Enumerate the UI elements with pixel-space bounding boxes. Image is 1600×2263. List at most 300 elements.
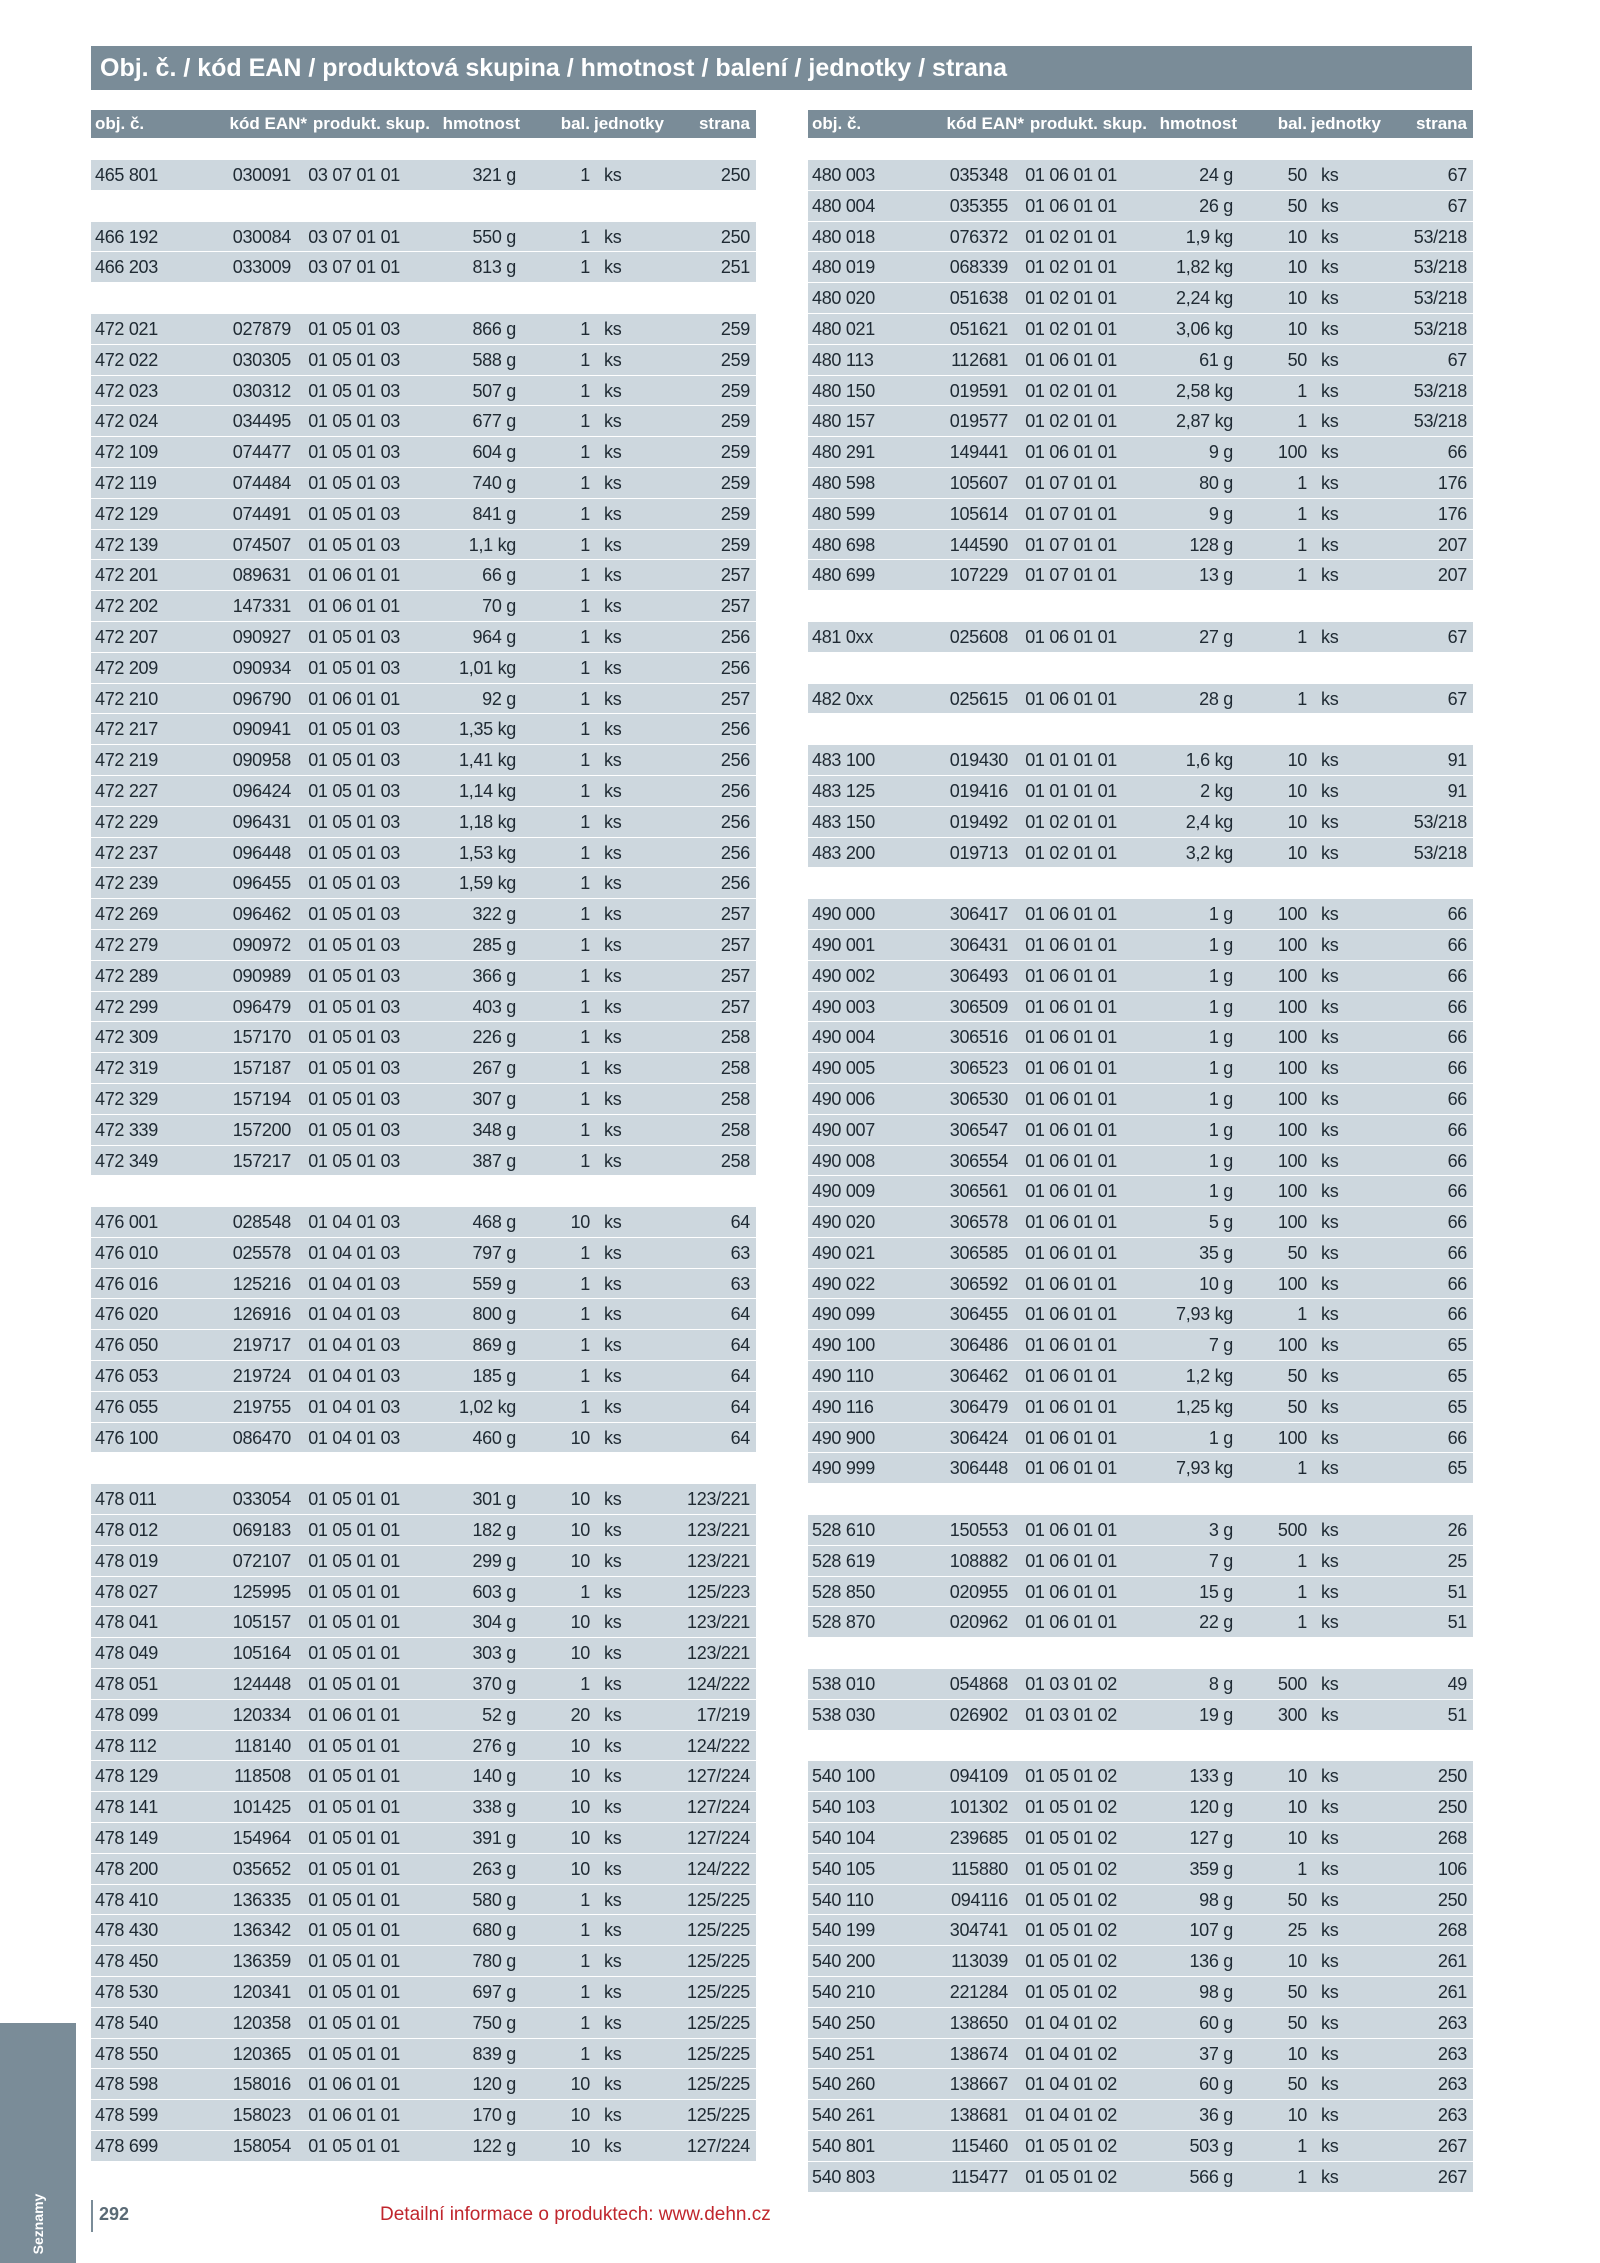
cell-obj: 478 041	[95, 1612, 158, 1633]
header-obj: obj. č.	[812, 114, 862, 133]
cell-obj: 540 260	[812, 2074, 875, 2095]
cell-unit: ks	[1321, 226, 1339, 247]
cell-pack: 1	[580, 1396, 590, 1417]
cell-pack: 10	[570, 1612, 590, 1633]
cell-group: 01 06 01 01	[1025, 1150, 1117, 1171]
table-row	[808, 1053, 1473, 1084]
page-title: Obj. č. / kód EAN / produktová skupina / hmotnost / balení / jednotky / strana	[91, 46, 1472, 90]
cell-page: 207	[1437, 565, 1467, 586]
cell-weight: 1,6 kg	[1185, 750, 1233, 771]
table-row	[808, 1669, 1473, 1700]
cell-page: 258	[720, 1058, 750, 1079]
cell-unit: ks	[604, 811, 622, 832]
cell-ean: 074491	[232, 503, 291, 524]
cell-group: 01 05 01 03	[308, 1058, 400, 1079]
cell-weight: 1,01 kg	[459, 657, 516, 678]
cell-pack: 100	[1277, 965, 1307, 986]
cell-ean: 090958	[232, 750, 291, 771]
cell-pack: 1	[580, 318, 590, 339]
cell-weight: 7 g	[1208, 1335, 1233, 1356]
cell-page: 263	[1437, 2043, 1467, 2064]
cell-pack: 10	[1287, 842, 1307, 863]
cell-page: 66	[1447, 965, 1467, 986]
cell-obj: 472 201	[95, 565, 158, 586]
table-row	[808, 2131, 1473, 2162]
cell-pack: 50	[1287, 195, 1307, 216]
cell-ean: 101425	[232, 1797, 291, 1818]
cell-group: 01 05 01 03	[308, 318, 400, 339]
cell-obj: 476 055	[95, 1396, 158, 1417]
cell-pack: 10	[1287, 750, 1307, 771]
cell-page: 67	[1447, 165, 1467, 185]
table-row	[91, 222, 756, 253]
cell-weight: 841 g	[472, 503, 516, 524]
cell-obj: 480 699	[812, 565, 875, 586]
table-row	[808, 1330, 1473, 1361]
cell-page: 64	[730, 1212, 750, 1233]
cell-ean: 019713	[949, 842, 1008, 863]
cell-group: 01 04 01 03	[308, 1242, 400, 1263]
cell-unit: ks	[1321, 2074, 1339, 2095]
cell-weight: 3,2 kg	[1185, 842, 1233, 863]
cell-unit: ks	[604, 1520, 622, 1541]
cell-obj: 540 803	[812, 2166, 875, 2187]
cell-ean: 138681	[949, 2105, 1008, 2126]
table-row	[91, 1238, 756, 1269]
cell-ean: 239685	[949, 1828, 1008, 1849]
cell-unit: ks	[1321, 1797, 1339, 1818]
cell-unit: ks	[604, 719, 622, 740]
cell-pack: 50	[1287, 2012, 1307, 2033]
cell-pack: 1	[580, 657, 590, 678]
table-row	[91, 1915, 756, 1946]
cell-unit: ks	[604, 1581, 622, 1602]
cell-unit: ks	[604, 349, 622, 370]
cell-group: 01 05 01 03	[308, 442, 400, 463]
cell-ean: 118140	[234, 1735, 291, 1756]
cell-pack: 10	[1287, 318, 1307, 339]
cell-obj: 478 450	[95, 1951, 158, 1972]
cell-obj: 480 021	[812, 318, 875, 339]
cell-obj: 480 599	[812, 503, 875, 524]
cell-ean: 306462	[949, 1366, 1008, 1387]
cell-obj: 472 289	[95, 965, 158, 986]
cell-unit: ks	[604, 226, 622, 247]
cell-ean: 108882	[949, 1550, 1008, 1571]
cell-unit: ks	[604, 442, 622, 463]
table-row	[808, 961, 1473, 992]
cell-obj: 490 007	[812, 1119, 875, 1140]
cell-group: 01 05 01 01	[308, 1674, 400, 1695]
cell-page: 51	[1447, 1704, 1467, 1725]
cell-pack: 10	[570, 1643, 590, 1664]
cell-ean: 033009	[232, 257, 291, 278]
cell-pack: 1	[580, 1088, 590, 1109]
cell-unit: ks	[1321, 1427, 1339, 1448]
cell-obj: 540 100	[812, 1766, 875, 1787]
cell-pack: 1	[580, 165, 590, 185]
cell-obj: 490 110	[812, 1366, 874, 1387]
table-row	[91, 1053, 756, 1084]
cell-pack: 1	[580, 257, 590, 278]
cell-weight: 1 g	[1208, 1027, 1233, 1048]
cell-ean: 144590	[949, 534, 1008, 555]
cell-weight: 740 g	[472, 472, 516, 493]
cell-page: 66	[1447, 1273, 1467, 1294]
cell-weight: 140 g	[472, 1766, 516, 1787]
cell-weight: 3,06 kg	[1176, 318, 1233, 339]
cell-weight: 10 g	[1199, 1273, 1233, 1294]
cell-page: 25	[1447, 1550, 1467, 1571]
cell-obj: 540 105	[812, 1858, 875, 1879]
cell-ean: 096455	[232, 873, 291, 894]
cell-unit: ks	[604, 1920, 622, 1941]
cell-pack: 1	[1297, 1458, 1307, 1479]
cell-page: 176	[1437, 472, 1467, 493]
cell-ean: 126916	[232, 1304, 291, 1325]
cell-obj: 540 210	[812, 1982, 875, 2003]
cell-pack: 1	[580, 1150, 590, 1171]
cell-unit: ks	[604, 688, 622, 709]
cell-weight: 1 g	[1208, 1119, 1233, 1140]
cell-pack: 1	[580, 996, 590, 1017]
table-row	[808, 2008, 1473, 2039]
cell-ean: 051621	[949, 318, 1008, 339]
cell-pack: 100	[1277, 1119, 1307, 1140]
cell-unit: ks	[1321, 811, 1339, 832]
cell-obj: 478 049	[95, 1643, 158, 1664]
cell-unit: ks	[604, 1335, 622, 1356]
cell-ean: 069183	[232, 1520, 291, 1541]
cell-ean: 306479	[949, 1396, 1008, 1417]
cell-page: 261	[1437, 1982, 1467, 2003]
cell-ean: 157200	[232, 1119, 291, 1140]
cell-weight: 307 g	[472, 1088, 516, 1109]
cell-pack: 1	[580, 1951, 590, 1972]
table-row	[91, 899, 756, 930]
cell-unit: ks	[604, 1674, 622, 1695]
cell-ean: 306516	[949, 1027, 1008, 1048]
table-row	[808, 345, 1473, 376]
cell-group: 01 05 01 03	[308, 750, 400, 771]
cell-ean: 090989	[232, 965, 291, 986]
cell-ean: 157194	[232, 1088, 291, 1109]
cell-page: 258	[720, 1088, 750, 1109]
table-row	[808, 1854, 1473, 1885]
cell-pack: 10	[1287, 1766, 1307, 1787]
table-row	[91, 1269, 756, 1300]
cell-page: 257	[720, 965, 750, 986]
cell-pack: 1	[580, 1242, 590, 1263]
cell-unit: ks	[1321, 1335, 1339, 1356]
cell-pack: 1	[580, 811, 590, 832]
table-row	[808, 376, 1473, 407]
cell-ean: 157187	[232, 1058, 291, 1079]
cell-unit: ks	[604, 1612, 622, 1633]
cell-obj: 465 801	[95, 165, 158, 185]
cell-unit: ks	[604, 934, 622, 955]
cell-weight: 1 g	[1208, 965, 1233, 986]
cell-page: 259	[720, 442, 750, 463]
cell-group: 01 05 01 03	[308, 1088, 400, 1109]
cell-obj: 472 279	[95, 934, 158, 955]
cell-page: 64	[730, 1304, 750, 1325]
cell-ean: 149441	[949, 442, 1008, 463]
cell-obj: 540 801	[812, 2136, 875, 2156]
cell-obj: 472 339	[95, 1119, 158, 1140]
table-row	[91, 1792, 756, 1823]
cell-pack: 1	[580, 380, 590, 401]
cell-unit: ks	[1321, 411, 1339, 432]
cell-group: 01 06 01 01	[1025, 1550, 1117, 1571]
cell-obj: 490 900	[812, 1427, 875, 1448]
cell-ean: 219755	[232, 1396, 291, 1417]
cell-ean: 074507	[232, 534, 291, 555]
cell-unit: ks	[1321, 1058, 1339, 1079]
cell-group: 01 04 01 03	[308, 1335, 400, 1356]
cell-pack: 10	[1287, 1797, 1307, 1818]
cell-weight: 37 g	[1199, 2043, 1233, 2064]
cell-pack: 10	[570, 2074, 590, 2095]
cell-pack: 100	[1277, 934, 1307, 955]
cell-unit: ks	[1321, 904, 1339, 925]
cell-ean: 306424	[949, 1427, 1008, 1448]
cell-page: 64	[730, 1396, 750, 1417]
cell-pack: 1	[580, 565, 590, 586]
cell-ean: 154964	[232, 1828, 291, 1849]
cell-pack: 500	[1277, 1520, 1307, 1541]
cell-page: 51	[1447, 1581, 1467, 1602]
cell-ean: 219724	[232, 1366, 291, 1387]
cell-page: 258	[720, 1150, 750, 1171]
table-row	[808, 1453, 1473, 1484]
table-row	[91, 1607, 756, 1638]
table-row	[91, 1546, 756, 1577]
cell-obj: 478 149	[95, 1828, 158, 1849]
cell-group: 01 06 01 01	[1025, 1088, 1117, 1109]
cell-ean: 019430	[949, 750, 1008, 771]
cell-ean: 090941	[232, 719, 291, 740]
table-row	[808, 160, 1473, 191]
header-unit: jednotky	[594, 114, 664, 133]
cell-unit: ks	[1321, 257, 1339, 278]
cell-unit: ks	[1321, 1458, 1339, 1479]
cell-group: 01 05 01 02	[1025, 1828, 1117, 1849]
cell-pack: 1	[580, 1119, 590, 1140]
cell-unit: ks	[604, 1212, 622, 1233]
cell-ean: 158016	[232, 2074, 291, 2095]
table-row	[91, 1885, 756, 1916]
cell-unit: ks	[1321, 1982, 1339, 2003]
cell-page: 66	[1447, 442, 1467, 463]
cell-obj: 472 237	[95, 842, 158, 863]
table-row	[808, 776, 1473, 807]
cell-group: 03 07 01 01	[308, 257, 400, 278]
cell-ean: 158023	[232, 2105, 291, 2126]
cell-group: 01 05 01 01	[308, 1797, 400, 1818]
table-row	[808, 1761, 1473, 1792]
cell-page: 256	[720, 780, 750, 801]
cell-page: 125/223	[687, 1581, 750, 1602]
cell-pack: 50	[1287, 1366, 1307, 1387]
cell-pack: 1	[580, 349, 590, 370]
cell-unit: ks	[1321, 442, 1339, 463]
cell-group: 01 06 01 01	[1025, 1427, 1117, 1448]
cell-pack: 1	[580, 719, 590, 740]
cell-obj: 466 203	[95, 257, 158, 278]
cell-pack: 10	[570, 1828, 590, 1849]
cell-ean: 306455	[949, 1304, 1008, 1325]
cell-weight: 321 g	[472, 165, 516, 185]
cell-obj: 480 113	[812, 349, 874, 370]
cell-obj: 478 019	[95, 1550, 158, 1571]
table-row	[91, 1515, 756, 1546]
footer-link[interactable]: Detailní informace o produktech: www.dehn.cz	[380, 2204, 771, 2225]
cell-page: 17/219	[696, 1704, 750, 1725]
cell-page: 267	[1437, 2136, 1467, 2156]
cell-page: 66	[1447, 904, 1467, 925]
cell-obj: 472 269	[95, 904, 158, 925]
cell-page: 124/222	[687, 1674, 750, 1695]
cell-unit: ks	[604, 411, 622, 432]
cell-unit: ks	[1321, 565, 1339, 586]
table-row	[91, 160, 756, 191]
table-row	[91, 2069, 756, 2100]
cell-obj: 480 698	[812, 534, 875, 555]
cell-weight: 27 g	[1199, 626, 1233, 647]
cell-obj: 472 229	[95, 811, 158, 832]
cell-weight: 869 g	[472, 1335, 516, 1356]
cell-ean: 306578	[949, 1212, 1008, 1233]
cell-page: 67	[1447, 349, 1467, 370]
cell-pack: 1	[1297, 472, 1307, 493]
cell-pack: 50	[1287, 2074, 1307, 2095]
table-row	[91, 406, 756, 437]
cell-group: 01 06 01 01	[308, 688, 400, 709]
cell-weight: 133 g	[1189, 1766, 1233, 1787]
cell-unit: ks	[1321, 1396, 1339, 1417]
cell-obj: 528 870	[812, 1612, 875, 1633]
cell-page: 259	[720, 472, 750, 493]
cell-ean: 096479	[232, 996, 291, 1017]
cell-pack: 100	[1277, 1088, 1307, 1109]
cell-page: 256	[720, 626, 750, 647]
cell-group: 01 06 01 01	[1025, 688, 1117, 709]
cell-pack: 1	[1297, 565, 1307, 586]
table-row	[808, 745, 1473, 776]
cell-unit: ks	[604, 626, 622, 647]
cell-weight: 507 g	[472, 380, 516, 401]
cell-page: 66	[1447, 1427, 1467, 1448]
table-row	[91, 622, 756, 653]
cell-ean: 026902	[949, 1704, 1008, 1725]
table-row	[808, 1607, 1473, 1638]
cell-weight: 2,58 kg	[1176, 380, 1233, 401]
cell-page: 63	[730, 1242, 750, 1263]
table-row	[91, 684, 756, 715]
cell-ean: 124448	[232, 1674, 291, 1695]
cell-weight: 468 g	[472, 1212, 516, 1233]
cell-ean: 157217	[232, 1150, 291, 1171]
cell-group: 01 05 01 02	[1025, 2136, 1117, 2156]
cell-page: 64	[730, 1335, 750, 1356]
table-row	[808, 1392, 1473, 1423]
cell-pack: 1	[580, 1273, 590, 1294]
cell-obj: 490 020	[812, 1212, 875, 1233]
cell-weight: 403 g	[472, 996, 516, 1017]
cell-page: 53/218	[1413, 318, 1467, 339]
cell-group: 01 06 01 01	[1025, 1366, 1117, 1387]
cell-obj: 472 217	[95, 719, 158, 740]
cell-unit: ks	[604, 1766, 622, 1787]
cell-unit: ks	[604, 318, 622, 339]
cell-obj: 528 850	[812, 1581, 875, 1602]
cell-page: 256	[720, 873, 750, 894]
cell-obj: 490 005	[812, 1058, 875, 1079]
cell-pack: 100	[1277, 442, 1307, 463]
cell-page: 91	[1447, 780, 1467, 801]
cell-obj: 540 103	[812, 1797, 875, 1818]
cell-ean: 113039	[951, 1951, 1008, 1972]
cell-page: 91	[1447, 750, 1467, 771]
cell-obj: 483 200	[812, 842, 875, 863]
cell-page: 67	[1447, 688, 1467, 709]
cell-obj: 478 540	[95, 2012, 158, 2033]
cell-unit: ks	[604, 780, 622, 801]
cell-weight: 348 g	[472, 1119, 516, 1140]
cell-pack: 1	[580, 534, 590, 555]
cell-page: 256	[720, 811, 750, 832]
cell-ean: 136359	[232, 1951, 291, 1972]
cell-weight: 800 g	[472, 1304, 516, 1325]
cell-obj: 538 030	[812, 1704, 875, 1725]
cell-weight: 1 g	[1208, 996, 1233, 1017]
cell-group: 01 04 01 03	[308, 1396, 400, 1417]
cell-pack: 20	[570, 1704, 590, 1725]
table-row	[808, 252, 1473, 283]
cell-obj: 481 0xx	[812, 626, 873, 647]
cell-ean: 030312	[232, 380, 291, 401]
cell-unit: ks	[604, 1366, 622, 1387]
cell-group: 01 05 01 01	[308, 1612, 400, 1633]
cell-page: 53/218	[1413, 380, 1467, 401]
cell-pack: 10	[1287, 811, 1307, 832]
cell-obj: 528 610	[812, 1520, 875, 1541]
cell-ean: 306585	[949, 1242, 1008, 1263]
cell-group: 01 03 01 02	[1025, 1704, 1117, 1725]
cell-unit: ks	[604, 1951, 622, 1972]
cell-page: 65	[1447, 1366, 1467, 1387]
cell-unit: ks	[604, 1889, 622, 1910]
cell-ean: 306431	[949, 934, 1008, 955]
table-row	[91, 930, 756, 961]
cell-group: 01 04 01 03	[308, 1427, 400, 1448]
cell-ean: 019591	[949, 380, 1008, 401]
cell-unit: ks	[604, 1704, 622, 1725]
cell-ean: 034495	[232, 411, 291, 432]
cell-group: 01 06 01 01	[1025, 1396, 1117, 1417]
cell-ean: 306530	[949, 1088, 1008, 1109]
cell-obj: 490 022	[812, 1273, 875, 1294]
cell-obj: 472 239	[95, 873, 158, 894]
cell-group: 01 05 01 02	[1025, 1951, 1117, 1972]
header-obj: obj. č.	[95, 114, 145, 133]
cell-page: 257	[720, 996, 750, 1017]
cell-ean: 118508	[234, 1766, 291, 1787]
cell-unit: ks	[1321, 1889, 1339, 1910]
cell-group: 01 05 01 03	[308, 719, 400, 740]
cell-obj: 472 207	[95, 626, 158, 647]
